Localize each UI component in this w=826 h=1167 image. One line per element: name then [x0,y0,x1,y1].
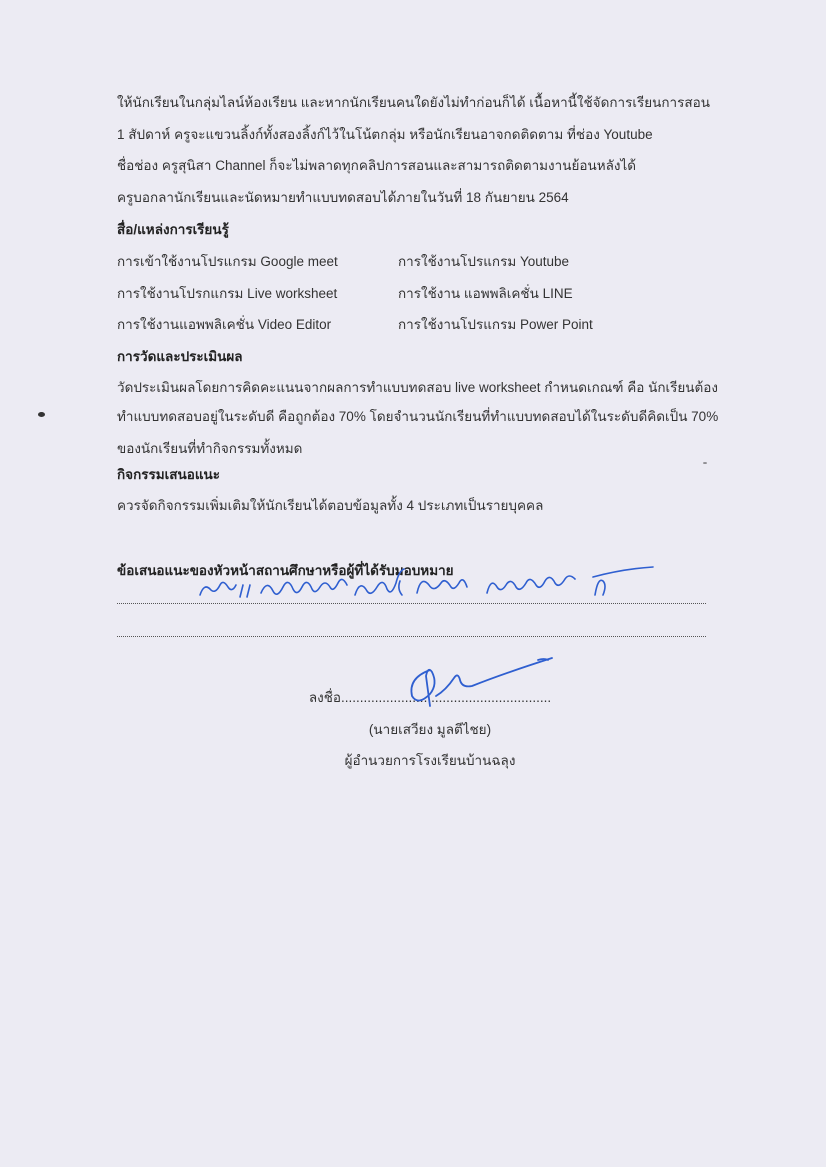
scan-speck [703,462,707,464]
director-name: (นายเสวียง มูลตีไชย) [368,722,492,737]
paragraph-line-1: ให้นักเรียนในกลุ่มไลน์ห้องเรียน และหากนักเรียนคนใดยังไม่ทำก่อนก็ได้ เนื้อหานี้ใช้จัดการเรียนการสอน [117,95,710,110]
suggestion-text: ควรจัดกิจกรรมเพิ่มเติมให้นักเรียนได้ตอบข้อมูลทั้ง 4 ประเภทเป็นรายบุคคล [117,498,544,513]
sign-dots: ........................................................ [341,690,552,705]
comment-dotted-line-2 [117,636,706,637]
sign-label: ลงชื่อ [308,690,342,705]
media-item-right-1: การใช้งานโปรแกรม Youtube [398,254,570,269]
handwritten-comment [195,565,635,605]
evaluation-line-3: ของนักเรียนที่ทำกิจกรรมทั้งหมด [117,441,303,456]
media-item-left-1: การเข้าใช้งานโปรแกรม Google meet [117,254,338,269]
suggestion-heading: กิจกรรมเสนอแนะ [117,467,221,482]
paragraph-line-3: ชื่อช่อง ครูสุนิสา Channel ก็จะไม่พลาดทุกคลิปการสอนและสามารถติดตามงานย้อนหลังได้ [117,158,637,173]
evaluation-line-2: ทำแบบทดสอบอยู่ในระดับดี คือถูกต้อง 70% โดยจำนวนนักเรียนที่ทำแบบทดสอบได้ในระดับดีคิดเป็น 70% [117,409,719,424]
media-item-right-3: การใช้งานโปรแกรม Power Point [398,317,593,332]
media-heading: สื่อ/แหล่งการเรียนรู้ [117,222,229,237]
director-heading: ข้อเสนอแนะของหัวหน้าสถานศึกษาหรือผู้ที่ได้รับมอบหมาย [117,563,454,578]
scan-speck [38,412,45,417]
director-position: ผู้อำนวยการโรงเรียนบ้านฉลุง [344,753,516,768]
media-item-left-2: การใช้งานโปรกแกรม Live worksheet [117,286,338,301]
media-item-left-3: การใช้งานแอพพลิเคชั่น Video Editor [117,317,332,332]
media-item-right-2: การใช้งาน แอพพลิเคชั่น LINE [398,286,573,301]
evaluation-line-1: วัดประเมินผลโดยการคิดคะแนนจากผลการทำแบบทดสอบ live worksheet กำหนดเกณฑ์ คือ นักเรียนต้อง [117,380,718,395]
director-signature [400,652,560,707]
evaluation-heading: การวัดและประเมินผล [117,349,243,364]
paragraph-line-2: 1 สัปดาห์ ครูจะแขวนลิ้งก์ทั้งสองลิ้งก์ไว้ในโน้ตกลุ่ม หรือนักเรียนอาจกดติดตาม ที่ช่อง Youtube [117,127,653,142]
paragraph-line-4: ครูบอกลานักเรียนและนัดหมายทำแบบทดสอบได้ภายในวันที่ 18 กันยายน 2564 [117,190,569,205]
